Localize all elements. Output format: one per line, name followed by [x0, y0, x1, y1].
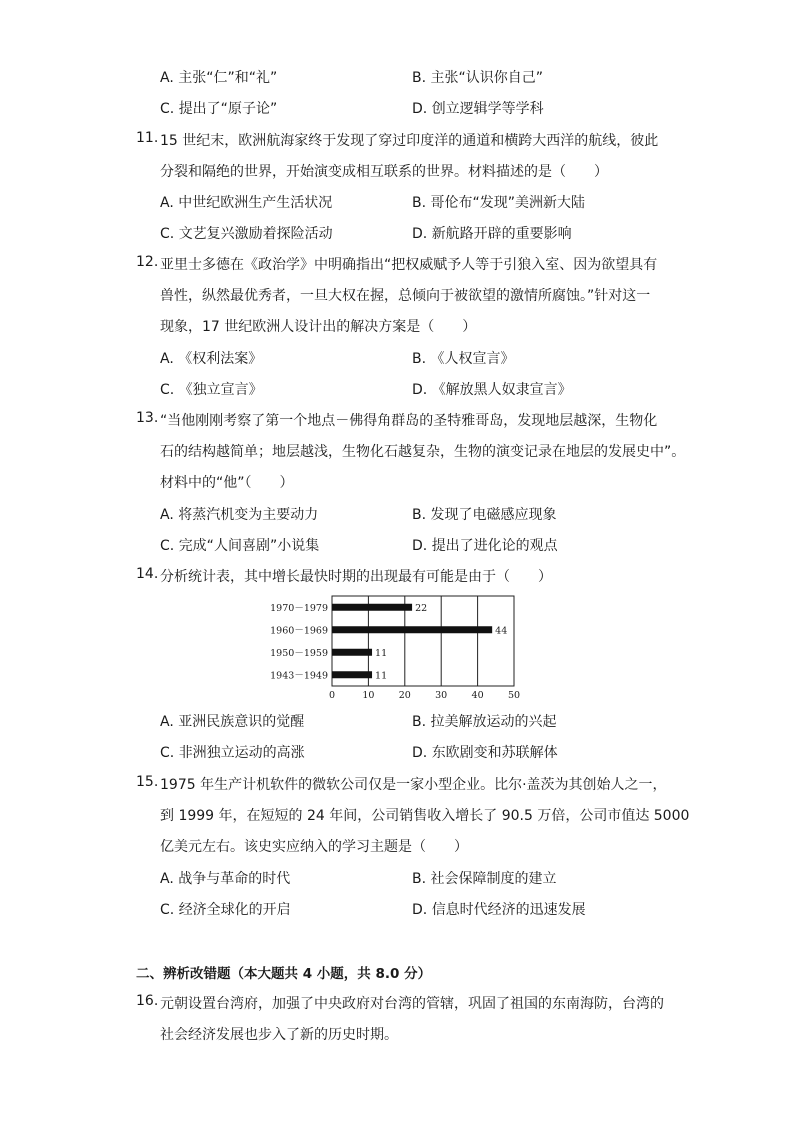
q15-number: 15. — [136, 774, 159, 790]
q15-option-c[interactable]: C. 经济全球化的开启 — [160, 902, 291, 918]
category-label: 1943－1949 — [270, 670, 328, 682]
q16-stem-line-2: 社会经济发展也步入了新的历史时期。 — [160, 1027, 398, 1043]
data-label: 44 — [495, 625, 508, 637]
q14-stem-line-1: 分析统计表，其中增长最快时期的出现最有可能是由于（ ） — [160, 569, 552, 585]
q12-option-d[interactable]: D. 《解放黑人奴隶宣言》 — [412, 382, 572, 398]
q10-option-c[interactable]: C. 提出了“原子论” — [160, 101, 278, 117]
q13-stem-line-2: 石的结构越简单；地层越浅，生物化石越复杂，生物的演变记录在地层的发展史中”。 — [160, 444, 686, 460]
q10-option-a[interactable]: A. 主张“仁”和“礼” — [160, 70, 278, 86]
q12-option-b[interactable]: B. 《人权宣言》 — [412, 351, 515, 367]
data-label: 11 — [375, 647, 388, 659]
q15-option-a[interactable]: A. 战争与革命的时代 — [160, 871, 291, 887]
q13-option-d[interactable]: D. 提出了进化论的观点 — [412, 538, 558, 554]
x-tick-label: 10 — [362, 690, 375, 701]
q12-option-c[interactable]: C. 《独立宣言》 — [160, 382, 263, 398]
category-label: 1950－1959 — [270, 647, 328, 659]
q10-option-b[interactable]: B. 主张“认识你自己” — [412, 70, 544, 86]
q16-number: 16. — [136, 993, 159, 1009]
q11-option-d[interactable]: D. 新航路开辟的重要影响 — [412, 226, 572, 242]
q11-option-c[interactable]: C. 文艺复兴激励着探险活动 — [160, 226, 333, 242]
q15-stem-line-3: 亿美元左右。该史实应纳入的学习主题是（ ） — [160, 839, 468, 855]
bar — [332, 649, 372, 656]
q15-stem-line-1: 1975 年生产计机软件的微软公司仅是一家小型企业。比尔·盖茨为其创始人之一， — [160, 777, 667, 793]
q11-option-a[interactable]: A. 中世纪欧洲生产生活状况 — [160, 195, 333, 211]
q13-option-b[interactable]: B. 发现了电磁感应现象 — [412, 507, 557, 523]
bar — [332, 604, 412, 611]
data-label: 11 — [375, 670, 388, 682]
category-label: 1960－1969 — [270, 625, 328, 637]
q14-option-c[interactable]: C. 非洲独立运动的高涨 — [160, 745, 305, 761]
q14-number: 14. — [136, 566, 159, 582]
x-tick-label: 0 — [328, 690, 336, 701]
q11-number: 11. — [136, 130, 159, 146]
q12-stem-line-2: 兽性，纵然最优秀者，一旦大权在握，总倾向于被欲望的激情所腐蚀。”针对这一 — [160, 288, 651, 304]
q13-option-a[interactable]: A. 将蒸汽机变为主要动力 — [160, 507, 319, 523]
category-label: 1970－1979 — [270, 602, 328, 614]
x-tick-label: 40 — [471, 690, 484, 701]
q13-stem-line-1: “当他刚刚考察了第一个地点－佛得角群岛的圣特雅哥岛，发现地层越深，生物化 — [160, 413, 658, 429]
bar — [332, 626, 492, 633]
q11-stem-line-2: 分裂和隔绝的世界，开始演变成相互联系的世界。材料描述的是（ ） — [160, 164, 608, 180]
q12-stem-line-1: 亚里士多德在《政治学》中明确指出“把权威赋予人等于引狼入室、因为欲望具有 — [160, 257, 658, 273]
q16-stem-line-1: 元朝设置台湾府，加强了中央政府对台湾的管辖，巩固了祖国的东南海防，台湾的 — [160, 996, 664, 1012]
x-tick-label: 20 — [398, 690, 411, 701]
q15-stem-line-2: 到 1999 年，在短短的 24 年间，公司销售收入增长了 90.5 万倍，公司市值达 5000 — [160, 808, 690, 824]
q13-number: 13. — [136, 410, 159, 426]
q12-number: 12. — [136, 254, 159, 270]
q14-bar-chart — [262, 594, 521, 706]
q12-option-a[interactable]: A. 《权利法案》 — [160, 351, 263, 367]
q11-stem-line-1: 15 世纪末，欧洲航海家终于发现了穿过印度洋的通道和横跨大西洋的航线，彼此 — [160, 133, 659, 149]
q13-stem-line-3: 材料中的“他”（ ） — [160, 475, 294, 491]
q14-option-a[interactable]: A. 亚洲民族意识的觉醒 — [160, 714, 305, 730]
q14-option-d[interactable]: D. 东欧剧变和苏联解体 — [412, 745, 558, 761]
bar — [332, 671, 372, 678]
data-label: 22 — [415, 602, 428, 614]
q15-option-b[interactable]: B. 社会保障制度的建立 — [412, 871, 557, 887]
q12-stem-line-3: 现象，17 世纪欧洲人设计出的解决方案是（ ） — [160, 319, 477, 335]
q14-option-b[interactable]: B. 拉美解放运动的兴起 — [412, 714, 557, 730]
q15-option-d[interactable]: D. 信息时代经济的迅速发展 — [412, 902, 586, 918]
q10-option-d[interactable]: D. 创立逻辑学等学科 — [412, 101, 544, 117]
x-tick-label: 50 — [507, 690, 521, 701]
section-heading: 二、辨析改错题（本大题共 4 小题，共 8.0 分） — [136, 966, 432, 982]
x-tick-label: 30 — [435, 690, 448, 701]
q11-option-b[interactable]: B. 哥伦布“发现”美洲新大陆 — [412, 195, 586, 211]
q13-option-c[interactable]: C. 完成“人间喜剧”小说集 — [160, 538, 320, 554]
